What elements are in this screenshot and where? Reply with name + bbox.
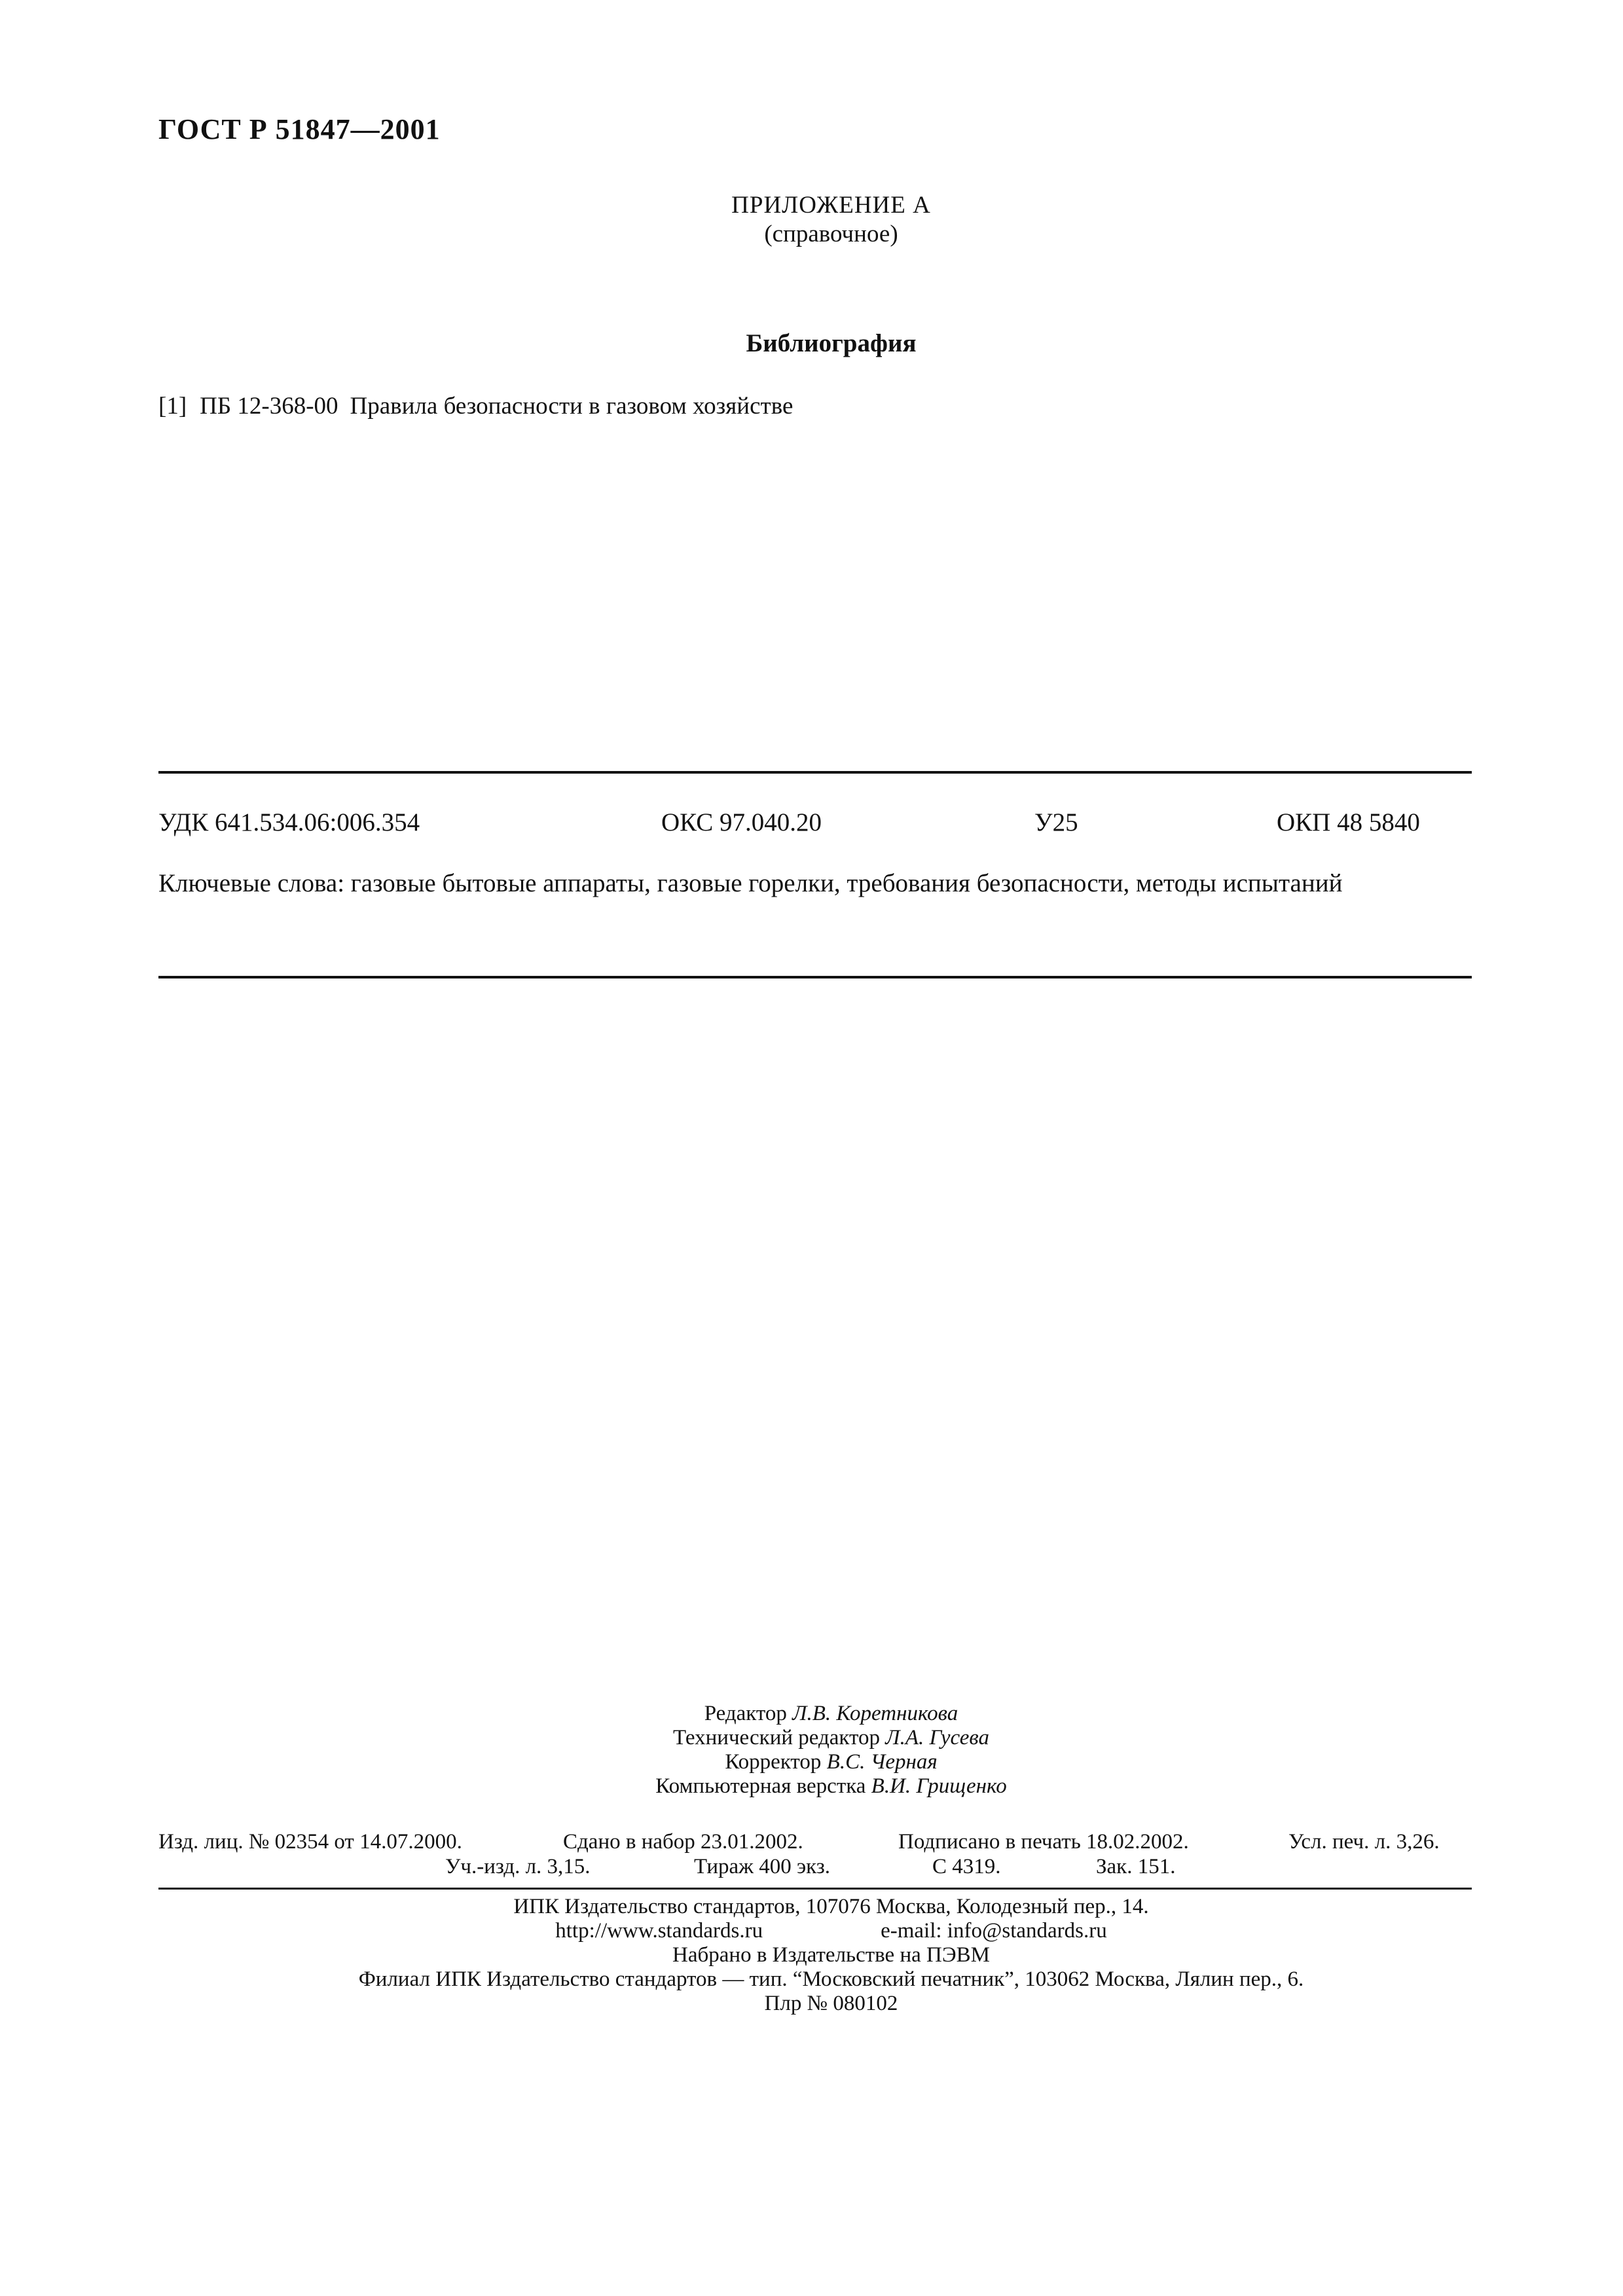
- bibliography-item: [158, 392, 793, 420]
- edit-sheets: Уч.-изд. л. 3,15.: [445, 1855, 591, 1878]
- license-info: Изд. лиц. № 02354 от 14.07.2000.: [158, 1830, 462, 1854]
- appendix-subtitle: (справочное): [764, 221, 898, 247]
- bibliography-item-code: ПБ 12-368-00: [200, 393, 338, 420]
- typeset-note: Набрано в Издательстве на ПЭВМ: [672, 1943, 990, 1967]
- print-sheets: Усл. печ. л. 3,26.: [1288, 1830, 1440, 1854]
- website-link[interactable]: http://www.standards.ru: [555, 1919, 763, 1943]
- credit-tech-editor-name: Л.А. Гусева: [885, 1726, 989, 1749]
- circulation: Тираж 400 экз.: [694, 1855, 830, 1878]
- credit-proofreader-name: В.С. Черная: [826, 1750, 938, 1774]
- classification-bottom-rule: [158, 976, 1472, 978]
- credit-layout-name: В.И. Грищенко: [871, 1774, 1007, 1798]
- branch-address: Филиал ИПК Издательство стандартов — тип. “Московский печатник”, 103062 Москва, Лялин пер., 6.: [358, 1967, 1304, 1991]
- credit-editor: Редактор Л.В. Коретникова: [704, 1702, 958, 1725]
- udk-code: УДК 641.534.06:006.354: [158, 808, 420, 836]
- group-code: У25: [1034, 808, 1078, 836]
- c-number: С 4319.: [932, 1855, 1001, 1878]
- standard-code: ГОСТ Р 51847—2001: [158, 113, 441, 145]
- okp-code: ОКП 48 5840: [1277, 808, 1420, 836]
- signed-date: Подписано в печать 18.02.2002.: [898, 1830, 1189, 1854]
- publisher-address: ИПК Издательство стандартов, 107076 Москва, Колодезный пер., 14.: [513, 1895, 1149, 1918]
- contact-line: [0, 1919, 1623, 1943]
- credit-proofreader: Корректор В.С. Черная: [725, 1750, 938, 1774]
- credit-layout: Компьютерная верстка В.И. Грищенко: [655, 1774, 1007, 1798]
- appendix-heading: [0, 191, 1623, 249]
- order-number: Зак. 151.: [1096, 1855, 1176, 1878]
- oks-code: ОКС 97.040.20: [661, 808, 822, 836]
- credit-editor-name: Л.В. Коретникова: [792, 1702, 958, 1725]
- email-link[interactable]: e-mail: info@standards.ru: [881, 1919, 1107, 1943]
- imprint-rule: [158, 1888, 1472, 1890]
- plr-number: Плр № 080102: [764, 1992, 898, 2015]
- credits-block: [0, 1702, 1623, 1799]
- classification-top-rule: [158, 771, 1472, 774]
- keywords: Ключевые слова: газовые бытовые аппараты, газовые горелки, требования безопасности, методы испытаний: [158, 869, 1343, 897]
- appendix-title: ПРИЛОЖЕНИЕ А: [731, 192, 931, 219]
- typeset-date: Сдано в набор 23.01.2002.: [563, 1830, 803, 1854]
- bibliography-item-title: Правила безопасности в газовом хозяйстве: [350, 393, 793, 420]
- imprint-block: [0, 1895, 1623, 2016]
- publication-row-2: [158, 1855, 1472, 1880]
- bibliography-item-number: [1]: [158, 393, 187, 420]
- bibliography-heading: Библиография: [746, 329, 917, 357]
- publication-row-1: [158, 1830, 1472, 1855]
- credit-tech-editor: Технический редактор Л.А. Гусева: [673, 1726, 989, 1749]
